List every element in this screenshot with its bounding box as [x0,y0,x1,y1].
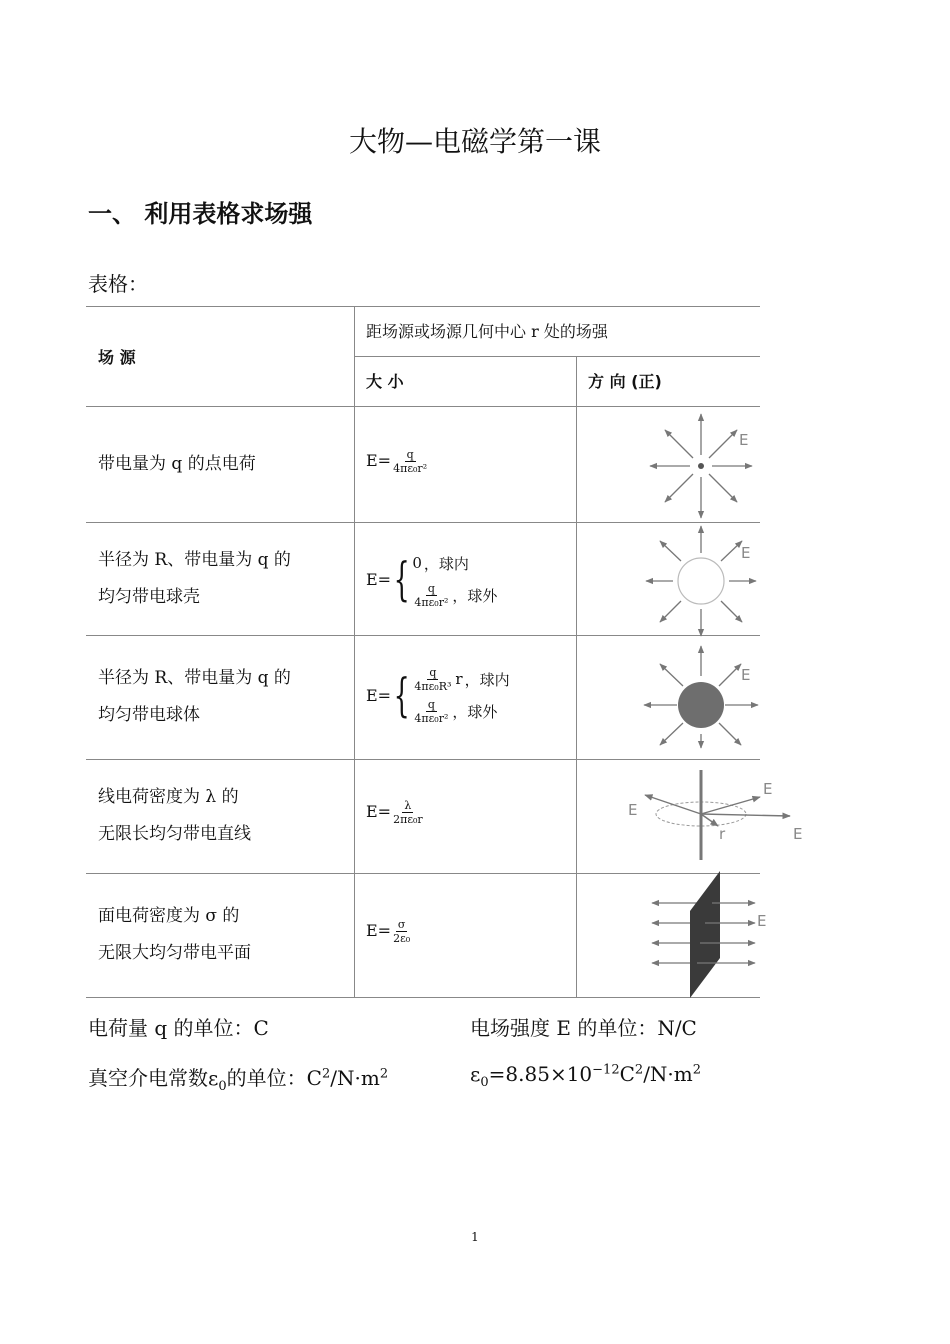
field-label-e: E [757,912,767,930]
point-charge [698,463,704,469]
charged-plane [690,871,720,998]
shell-sphere [678,558,724,604]
row-source-plane-line2: 无限大均匀带电平面 [98,943,251,963]
header-direction: 方 向 (正) [588,372,662,391]
row-source-shell-line2: 均匀带电球壳 [98,587,200,607]
field-label-e: E [628,801,638,819]
table-caption: 表格： [88,272,148,296]
field-arrow [660,541,681,561]
plane-charge-diagram [652,871,766,998]
field-arrow [709,474,737,502]
formula-line: E= $\frac{\lambda}{\text{2πε₀r}}$ [366,799,423,826]
permittivity-unit: 真空介电常数$\varepsilon_0$的单位：$C^2/N\cdot m^2$ [88,1066,389,1094]
row-source-ball-line1: 半径为 R、带电量为 q 的 [98,668,291,688]
row-source-plane-line1: 面电荷密度为 σ 的 [98,906,240,926]
header-source: 场 源 [98,348,136,367]
field-arrow [719,664,741,686]
page-title: 大物—电磁学第一课 [348,125,601,158]
field-arrow [660,723,683,745]
field-arrow [665,430,693,458]
page-number: 1 [471,1230,479,1244]
field-arrow [721,601,742,622]
permittivity-value: $\varepsilon_0=8.85\times 10^{-12}C^2/N\cdot m^2$ [470,1062,702,1090]
charge-unit: 电荷量 q 的单位：C [88,1016,269,1040]
row-source-point-charge: 带电量为 q 的点电荷 [98,454,256,474]
header-field-at-r: 距场源或场源几何中心 r 处的场强 [366,322,608,341]
field-arrow [701,814,790,816]
field-arrow [645,795,701,814]
formula-plane: E= $\frac{\sigma}{\text{2ε₀}}$ [366,918,411,945]
field-label-e: E [741,544,751,562]
row-source-line-line1: 线电荷密度为 λ 的 [98,787,239,807]
formula-shell: E= { 0 ，球内 $\frac{q}{\text{4πε₀r²}}$ ，球外 [366,552,498,609]
field-label-e: E [739,431,749,449]
formula-point-charge: E= $\frac{q}{\text{4πε₀r²}}$ [366,448,428,475]
formula-ball: E= { $\frac{q}{\text{4πε₀R³}}$ r ，球内 $\frac{q}{\text{4πε₀r²}}$ ，球外 [366,665,510,725]
field-label-e: E [793,825,803,843]
radius-arrow [701,814,718,826]
field-label-e: E [763,780,773,798]
field-arrow [660,664,683,686]
row-source-line-line2: 无限长均匀带电直线 [98,824,251,844]
field-arrow [660,601,681,622]
field-arrow [719,723,741,745]
field-arrow [665,474,693,502]
header-magnitude: 大 小 [366,372,404,391]
field-unit: 电场强度 E 的单位：N/C [470,1016,697,1040]
line-charge-diagram [628,770,802,860]
field-arrow [701,797,760,814]
row-source-shell-line1: 半径为 R、带电量为 q 的 [98,550,291,570]
field-arrow [709,430,737,458]
radius-label: r [719,825,726,843]
charged-ball [678,682,724,728]
row-source-ball-line2: 均匀带电球体 [98,705,200,725]
section-heading: 一、 利用表格求场强 [88,200,313,228]
field-arrow [721,541,742,561]
field-label-e: E [741,666,751,684]
